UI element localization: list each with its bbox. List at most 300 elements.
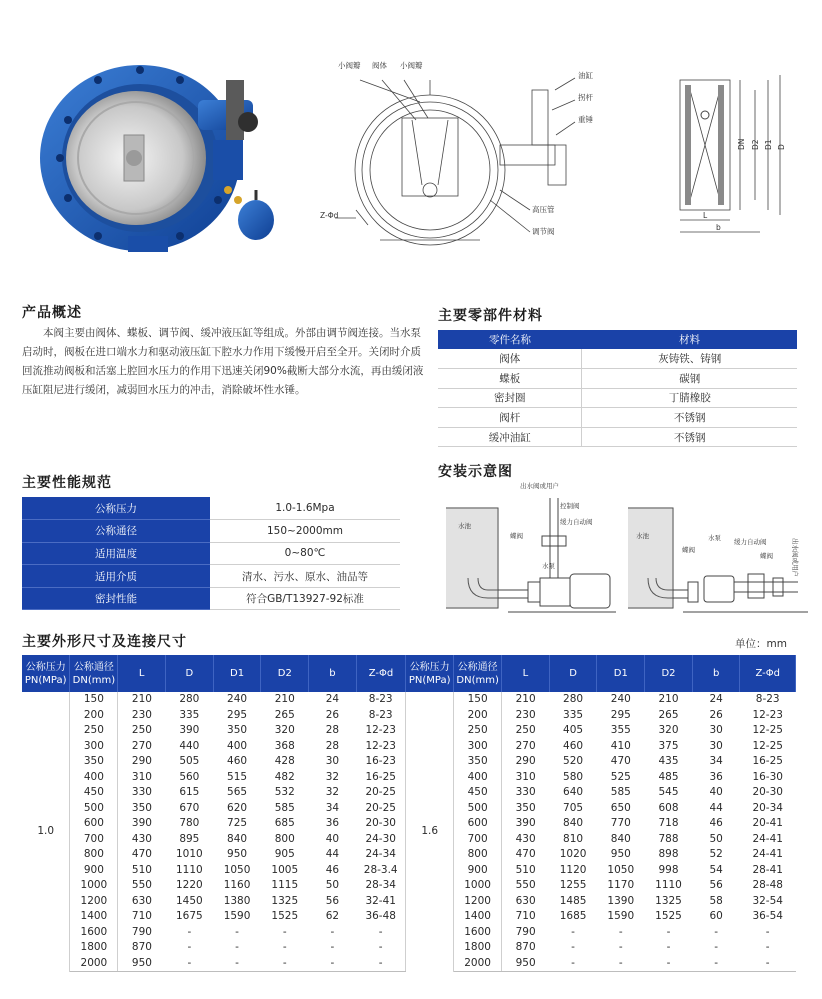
valve-product-photo <box>28 40 278 255</box>
dim-cell: 1050 <box>607 863 635 876</box>
dim-cell: 460 <box>227 755 248 768</box>
dim-cell: 28-41 <box>752 863 783 876</box>
dn-cell: 700 <box>454 832 502 848</box>
dim-cell: 26 <box>325 708 340 721</box>
dim-cell: 58 <box>709 894 723 907</box>
dn-cell: 1800 <box>70 940 118 956</box>
dim-cell: - <box>282 941 287 954</box>
dn-cell: 500 <box>454 801 502 817</box>
part-name: 阀体 <box>438 349 582 369</box>
dim-cell: 615 <box>179 786 200 799</box>
label-pump-right: 水泵 <box>708 534 721 542</box>
label-butterfly-left: 蝶阀 <box>510 532 523 540</box>
dim-cell: - <box>666 925 671 938</box>
dim-cell: 26 <box>709 708 723 721</box>
dim-cell: 28-3.4 <box>356 863 406 879</box>
dim-cell: 20-30 <box>752 786 783 799</box>
materials-table <box>438 330 797 447</box>
dim-cell: 515 <box>227 770 248 783</box>
table-row <box>22 692 796 708</box>
dim-cell: 28 <box>325 724 340 737</box>
dn-cell: 2000 <box>70 956 118 972</box>
dim-cell: 1685 <box>559 910 587 923</box>
label-pool-right: 水池 <box>636 532 649 540</box>
label-slow-close: 缓力自动阀 <box>560 518 593 526</box>
table-row <box>438 369 797 389</box>
table-row <box>438 349 797 369</box>
pn-cell: 1.0 <box>22 692 70 971</box>
dim-cell: 270 <box>515 739 536 752</box>
dim-cell: 505 <box>179 755 200 768</box>
dim-cell: 1525 <box>271 910 299 923</box>
dim-cell: 350 <box>227 724 248 737</box>
table-row <box>438 388 797 408</box>
dim-cell: 650 <box>610 801 631 814</box>
dim-cell: 24 <box>709 693 723 706</box>
dim-cell: 788 <box>658 832 679 845</box>
dim-cell: 790 <box>515 925 536 938</box>
dim-cell: - <box>714 941 719 954</box>
dn-cell: 900 <box>454 863 502 879</box>
dim-cell: 20-30 <box>356 816 406 832</box>
dim-cell: 8-23 <box>356 708 406 724</box>
dim-cell: 350 <box>131 801 152 814</box>
dim-cell: 16-23 <box>356 754 406 770</box>
dim-cell: 525 <box>610 770 631 783</box>
label-b: b <box>716 223 721 232</box>
dn-cell: 150 <box>454 692 502 708</box>
dn-cell: 1600 <box>454 925 502 941</box>
dims-header-row <box>22 655 796 692</box>
dim-cell: 1110 <box>175 863 203 876</box>
spec-value: 1.0-1.6Mpa <box>210 497 400 520</box>
dim-cell: 1170 <box>607 879 635 892</box>
dim-cell: - <box>330 941 335 954</box>
dim-cell: - <box>187 941 192 954</box>
dim-cell: 950 <box>118 956 166 972</box>
dim-cell: - <box>330 925 335 938</box>
overview-text: 本阀主要由阀体、蝶板、调节阀、缓冲液压缸等组成。外部由调节阀连接。当水泵启动时，阀板在进口端水力和驱动液压缸下腔水力作用下缓慢开启至全开。关闭时介质回流推动阀板和活塞上腔回水压力的作用下迅速关闭90%截断大部分水流，再由缓闭液压缸阻尼进行缓闭，减弱回水压力的冲击，消除破坏性水锤。 <box>22 327 424 396</box>
dim-cell: 800 <box>274 832 295 845</box>
dim-cell: 20-25 <box>356 801 406 817</box>
spec-key: 适用介质 <box>22 565 210 588</box>
dim-cell: 32 <box>325 786 340 799</box>
part-name: 缓冲油缸 <box>438 427 582 447</box>
dims-header-cell: 公称压力 PN(MPa) <box>406 655 454 692</box>
dim-cell: 895 <box>179 832 200 845</box>
dim-cell: 32 <box>325 770 340 783</box>
dim-cell: 40 <box>709 786 723 799</box>
dim-cell: 34 <box>325 801 340 814</box>
dim-cell: - <box>666 941 671 954</box>
dim-cell: 630 <box>131 894 152 907</box>
materials-header-material: 材料 <box>582 330 797 349</box>
dims-title: 主要外形尺寸及连接尺寸 <box>22 634 187 650</box>
dim-cell: 1115 <box>271 879 299 892</box>
materials-header-part: 零件名称 <box>438 330 582 349</box>
dim-cell: 210 <box>515 693 536 706</box>
dim-cell: 8-23 <box>755 693 780 706</box>
dim-cell: 375 <box>658 739 679 752</box>
dim-cell: - <box>235 941 239 954</box>
dim-cell: 840 <box>610 832 631 845</box>
dim-cell: 50 <box>325 879 340 892</box>
dim-cell: - <box>571 925 575 938</box>
dim-cell: 670 <box>179 801 200 814</box>
dim-cell: 24-30 <box>356 832 406 848</box>
dims-header-cell: D1 <box>597 655 645 692</box>
dim-cell: 1120 <box>559 863 587 876</box>
dim-cell: 250 <box>515 724 536 737</box>
dims-header-cell: D <box>549 655 597 692</box>
dim-cell: 608 <box>658 801 679 814</box>
dim-cell: 16-25 <box>752 755 783 768</box>
dim-cell: 30 <box>709 739 723 752</box>
dim-cell: 1110 <box>655 879 682 892</box>
dim-cell: - <box>765 941 770 954</box>
dim-cell: 52 <box>709 848 723 861</box>
dim-cell: 30 <box>709 724 723 737</box>
label-small-valve: 小阀瓣 <box>338 61 361 70</box>
dim-cell: 30 <box>325 755 340 768</box>
dim-cell: - <box>165 956 213 972</box>
dn-cell: 1400 <box>70 909 118 925</box>
dim-cell: 44 <box>325 848 340 861</box>
dn-cell: 800 <box>454 847 502 863</box>
dim-cell: 780 <box>179 817 200 830</box>
dn-cell: 600 <box>454 816 502 832</box>
dim-cell: 870 <box>131 941 152 954</box>
dn-cell: 150 <box>70 692 118 708</box>
dim-cell: 485 <box>658 770 679 783</box>
dim-cell: 550 <box>131 879 152 892</box>
dim-cell: 705 <box>563 801 584 814</box>
install-diagram <box>438 478 822 618</box>
spec-value: 符合GB/T13927-92标准 <box>210 587 400 610</box>
dim-cell: 40 <box>325 832 340 845</box>
dn-cell: 1600 <box>70 925 118 941</box>
dim-cell: 320 <box>274 724 295 737</box>
install-title: 安装示意图 <box>438 464 513 480</box>
dim-cell: 620 <box>227 801 248 814</box>
dim-cell: 790 <box>131 925 152 938</box>
dim-cell: 710 <box>515 910 536 923</box>
dim-cell: 1050 <box>223 863 251 876</box>
label-pool-left: 水池 <box>458 522 471 530</box>
materials-title: 主要零部件材料 <box>438 308 543 324</box>
spec-value: 清水、污水、原水、油品等 <box>210 565 400 588</box>
dn-cell: 450 <box>454 785 502 801</box>
dim-cell: 905 <box>274 848 295 861</box>
dims-header-cell: Z-Φd <box>356 655 406 692</box>
dim-cell: 482 <box>274 770 295 783</box>
dim-cell: 430 <box>515 832 536 845</box>
dim-cell: 550 <box>515 879 536 892</box>
label-butterfly-right2: 蝶阀 <box>760 552 773 560</box>
spec-value: 150~2000mm <box>210 520 400 543</box>
dn-cell: 1800 <box>454 940 502 956</box>
spec-key: 密封性能 <box>22 587 210 610</box>
dim-cell: 1450 <box>175 894 203 907</box>
dims-header-cell: 公称通径 DN(mm) <box>454 655 502 692</box>
dim-cell: 280 <box>563 693 584 706</box>
dim-cell: - <box>309 956 357 972</box>
dim-cell: 950 <box>610 848 631 861</box>
dim-cell: 20-25 <box>356 785 406 801</box>
label-d: D <box>777 144 786 150</box>
dim-cell: 410 <box>610 739 631 752</box>
dim-cell: 320 <box>658 724 679 737</box>
dim-cell: 12-25 <box>752 739 783 752</box>
dim-cell: - <box>765 925 770 938</box>
part-material: 灰铸铁、铸钢 <box>582 349 797 369</box>
dim-cell: 510 <box>515 863 536 876</box>
dn-cell: 800 <box>70 847 118 863</box>
dim-cell: 210 <box>658 693 679 706</box>
dim-cell: 20-34 <box>752 801 783 814</box>
dim-cell: 36 <box>325 817 340 830</box>
label-pump-left: 水泵 <box>542 562 555 570</box>
part-name: 密封圈 <box>438 388 582 408</box>
dim-cell: 580 <box>563 770 584 783</box>
dim-cell: 230 <box>515 708 536 721</box>
dim-cell: 36-48 <box>356 909 406 925</box>
dim-cell: 545 <box>658 786 679 799</box>
valve-schematic-drawing <box>320 50 620 255</box>
dim-cell: 60 <box>709 910 723 923</box>
dim-cell: 24-41 <box>752 832 783 845</box>
dim-cell: 240 <box>227 693 248 706</box>
dim-cell: 440 <box>179 739 200 752</box>
dim-cell: 1160 <box>223 879 251 892</box>
dim-cell: 28-48 <box>752 879 783 892</box>
dn-cell: 700 <box>70 832 118 848</box>
dim-cell: 270 <box>131 739 152 752</box>
dim-cell: 12-25 <box>752 724 783 737</box>
dim-cell: 210 <box>274 693 295 706</box>
dim-cell: 16-30 <box>752 770 783 783</box>
dim-cell: 210 <box>131 693 152 706</box>
dn-cell: 1400 <box>454 909 502 925</box>
dim-cell: 685 <box>274 817 295 830</box>
dim-cell: 355 <box>610 724 631 737</box>
dim-cell: 565 <box>227 786 248 799</box>
table-row <box>22 587 400 610</box>
dims-header-cell: 公称压力 PN(MPa) <box>22 655 70 692</box>
dn-cell: 400 <box>70 770 118 786</box>
dim-cell: 510 <box>131 863 152 876</box>
dim-cell: 998 <box>658 863 679 876</box>
unit-label: 单位：mm <box>735 638 787 650</box>
label-small-valve-seat: 小阀瓣 <box>400 61 423 70</box>
dim-cell: 54 <box>709 863 723 876</box>
dim-cell: 46 <box>325 863 340 876</box>
dim-cell: - <box>282 925 287 938</box>
dim-cell: 335 <box>179 708 200 721</box>
performance-title: 主要性能规范 <box>22 475 112 491</box>
dim-cell: 34 <box>709 755 723 768</box>
dim-cell: 20-41 <box>752 817 783 830</box>
dim-cell: 16-25 <box>356 770 406 786</box>
dim-cell: 1675 <box>175 910 203 923</box>
table-row <box>22 565 400 588</box>
dim-cell: 532 <box>274 786 295 799</box>
dim-cell: - <box>618 941 623 954</box>
dim-cell: 1525 <box>655 910 682 923</box>
part-material: 不锈钢 <box>582 427 797 447</box>
dim-cell: 585 <box>274 801 295 814</box>
dim-cell: 560 <box>179 770 200 783</box>
valve-section-drawing <box>660 70 815 235</box>
dim-cell: 770 <box>610 817 631 830</box>
dim-cell: 295 <box>227 708 248 721</box>
dim-cell: 335 <box>563 708 584 721</box>
dn-cell: 300 <box>454 739 502 755</box>
dim-cell: - <box>356 940 406 956</box>
dim-cell: 718 <box>658 817 679 830</box>
dims-header-cell: b <box>692 655 740 692</box>
dim-cell: 1590 <box>223 910 251 923</box>
dim-cell: 640 <box>563 786 584 799</box>
dim-cell: - <box>571 941 575 954</box>
dn-cell: 200 <box>70 708 118 724</box>
dim-cell: 1325 <box>655 894 682 907</box>
label-l: L <box>703 211 708 220</box>
label-check-valve: 控制阀 <box>560 502 580 510</box>
dim-cell: 350 <box>515 801 536 814</box>
dim-cell: - <box>261 956 309 972</box>
dim-cell: 330 <box>515 786 536 799</box>
label-butterfly-right: 蝶阀 <box>682 546 695 554</box>
dim-cell: 460 <box>563 739 584 752</box>
dim-cell: 405 <box>563 724 584 737</box>
dims-header-cell: L <box>502 655 550 692</box>
dim-cell: 470 <box>131 848 152 861</box>
performance-table <box>22 497 400 610</box>
label-outlet-left: 出水阀或用户 <box>520 482 559 490</box>
dn-cell: 600 <box>70 816 118 832</box>
dim-cell: 520 <box>563 755 584 768</box>
dim-cell: 36-54 <box>752 910 783 923</box>
dim-cell: - <box>356 925 406 941</box>
dim-cell: 50 <box>709 832 723 845</box>
dim-cell: - <box>645 956 693 972</box>
spec-key: 公称压力 <box>22 497 210 520</box>
dim-cell: 390 <box>179 724 200 737</box>
dim-cell: 840 <box>227 832 248 845</box>
dim-cell: - <box>692 956 740 972</box>
pn-cell: 1.6 <box>406 692 454 971</box>
dn-cell: 900 <box>70 863 118 879</box>
dim-cell: 12-23 <box>356 723 406 739</box>
dim-cell: 28-34 <box>356 878 406 894</box>
dim-cell: 56 <box>325 894 340 907</box>
spec-key: 公称通径 <box>22 520 210 543</box>
dim-cell: 870 <box>515 941 536 954</box>
label-dn: DN <box>737 138 746 150</box>
label-regulator-valve: 调节阀 <box>532 227 555 236</box>
dim-cell: 295 <box>610 708 631 721</box>
label-d1: D1 <box>764 139 773 150</box>
part-material: 碳钢 <box>582 369 797 389</box>
dim-cell: 62 <box>325 910 340 923</box>
dim-cell: 44 <box>709 801 723 814</box>
table-row <box>22 542 400 565</box>
dim-cell: 24 <box>325 693 340 706</box>
dn-cell: 500 <box>70 801 118 817</box>
dim-cell: 1325 <box>271 894 299 907</box>
dim-cell: 1590 <box>607 910 635 923</box>
dim-cell: 240 <box>610 693 631 706</box>
label-weight: 重锤 <box>578 115 593 124</box>
spec-key: 适用温度 <box>22 542 210 565</box>
label-slow-close-right: 缓力自动阀 <box>734 538 767 546</box>
dim-cell: - <box>235 925 239 938</box>
dim-cell: 840 <box>563 817 584 830</box>
dim-cell: 36 <box>709 770 723 783</box>
dim-cell: 280 <box>179 693 200 706</box>
dim-cell: - <box>187 925 192 938</box>
dims-header-cell: L <box>118 655 166 692</box>
dn-cell: 1200 <box>70 894 118 910</box>
label-lever: 拐杆 <box>578 93 593 102</box>
dim-cell: - <box>213 956 261 972</box>
dim-cell: 32-54 <box>752 894 783 907</box>
dim-cell: 400 <box>227 739 248 752</box>
dn-cell: 200 <box>454 708 502 724</box>
dim-cell: 310 <box>131 770 152 783</box>
dim-cell: 428 <box>274 755 295 768</box>
dim-cell: - <box>356 956 406 972</box>
dims-header-cell: 公称通径 DN(mm) <box>70 655 118 692</box>
dn-cell: 400 <box>454 770 502 786</box>
dim-cell: 470 <box>515 848 536 861</box>
dim-cell: 310 <box>515 770 536 783</box>
dim-cell: 46 <box>709 817 723 830</box>
dim-cell: 1220 <box>175 879 203 892</box>
dim-cell: 8-23 <box>356 692 406 708</box>
dim-cell: 56 <box>709 879 723 892</box>
dim-cell: 1020 <box>559 848 587 861</box>
dim-cell: 290 <box>131 755 152 768</box>
part-name: 蝶板 <box>438 369 582 389</box>
dim-cell: - <box>549 956 597 972</box>
dim-cell: 1485 <box>559 894 587 907</box>
part-material: 不锈钢 <box>582 408 797 428</box>
dn-cell: 250 <box>454 723 502 739</box>
overview-title: 产品概述 <box>22 305 82 321</box>
dim-cell: 265 <box>274 708 295 721</box>
dim-cell: 470 <box>610 755 631 768</box>
dn-cell: 2000 <box>454 956 502 972</box>
dim-cell: 12-23 <box>356 739 406 755</box>
dim-cell: 390 <box>515 817 536 830</box>
label-outlet-right: 出水阀或用户 <box>791 538 799 577</box>
dim-cell: 32-41 <box>356 894 406 910</box>
dim-cell: 1380 <box>223 894 251 907</box>
dim-cell: 330 <box>131 786 152 799</box>
dim-cell: 430 <box>131 832 152 845</box>
part-name: 阀杆 <box>438 408 582 428</box>
dn-cell: 1000 <box>454 878 502 894</box>
dim-cell: 950 <box>502 956 550 972</box>
dims-header-cell: b <box>309 655 357 692</box>
dim-cell: 1255 <box>559 879 587 892</box>
dn-cell: 1200 <box>454 894 502 910</box>
dn-cell: 250 <box>70 723 118 739</box>
dim-cell: 435 <box>658 755 679 768</box>
dims-header-cell: D <box>165 655 213 692</box>
